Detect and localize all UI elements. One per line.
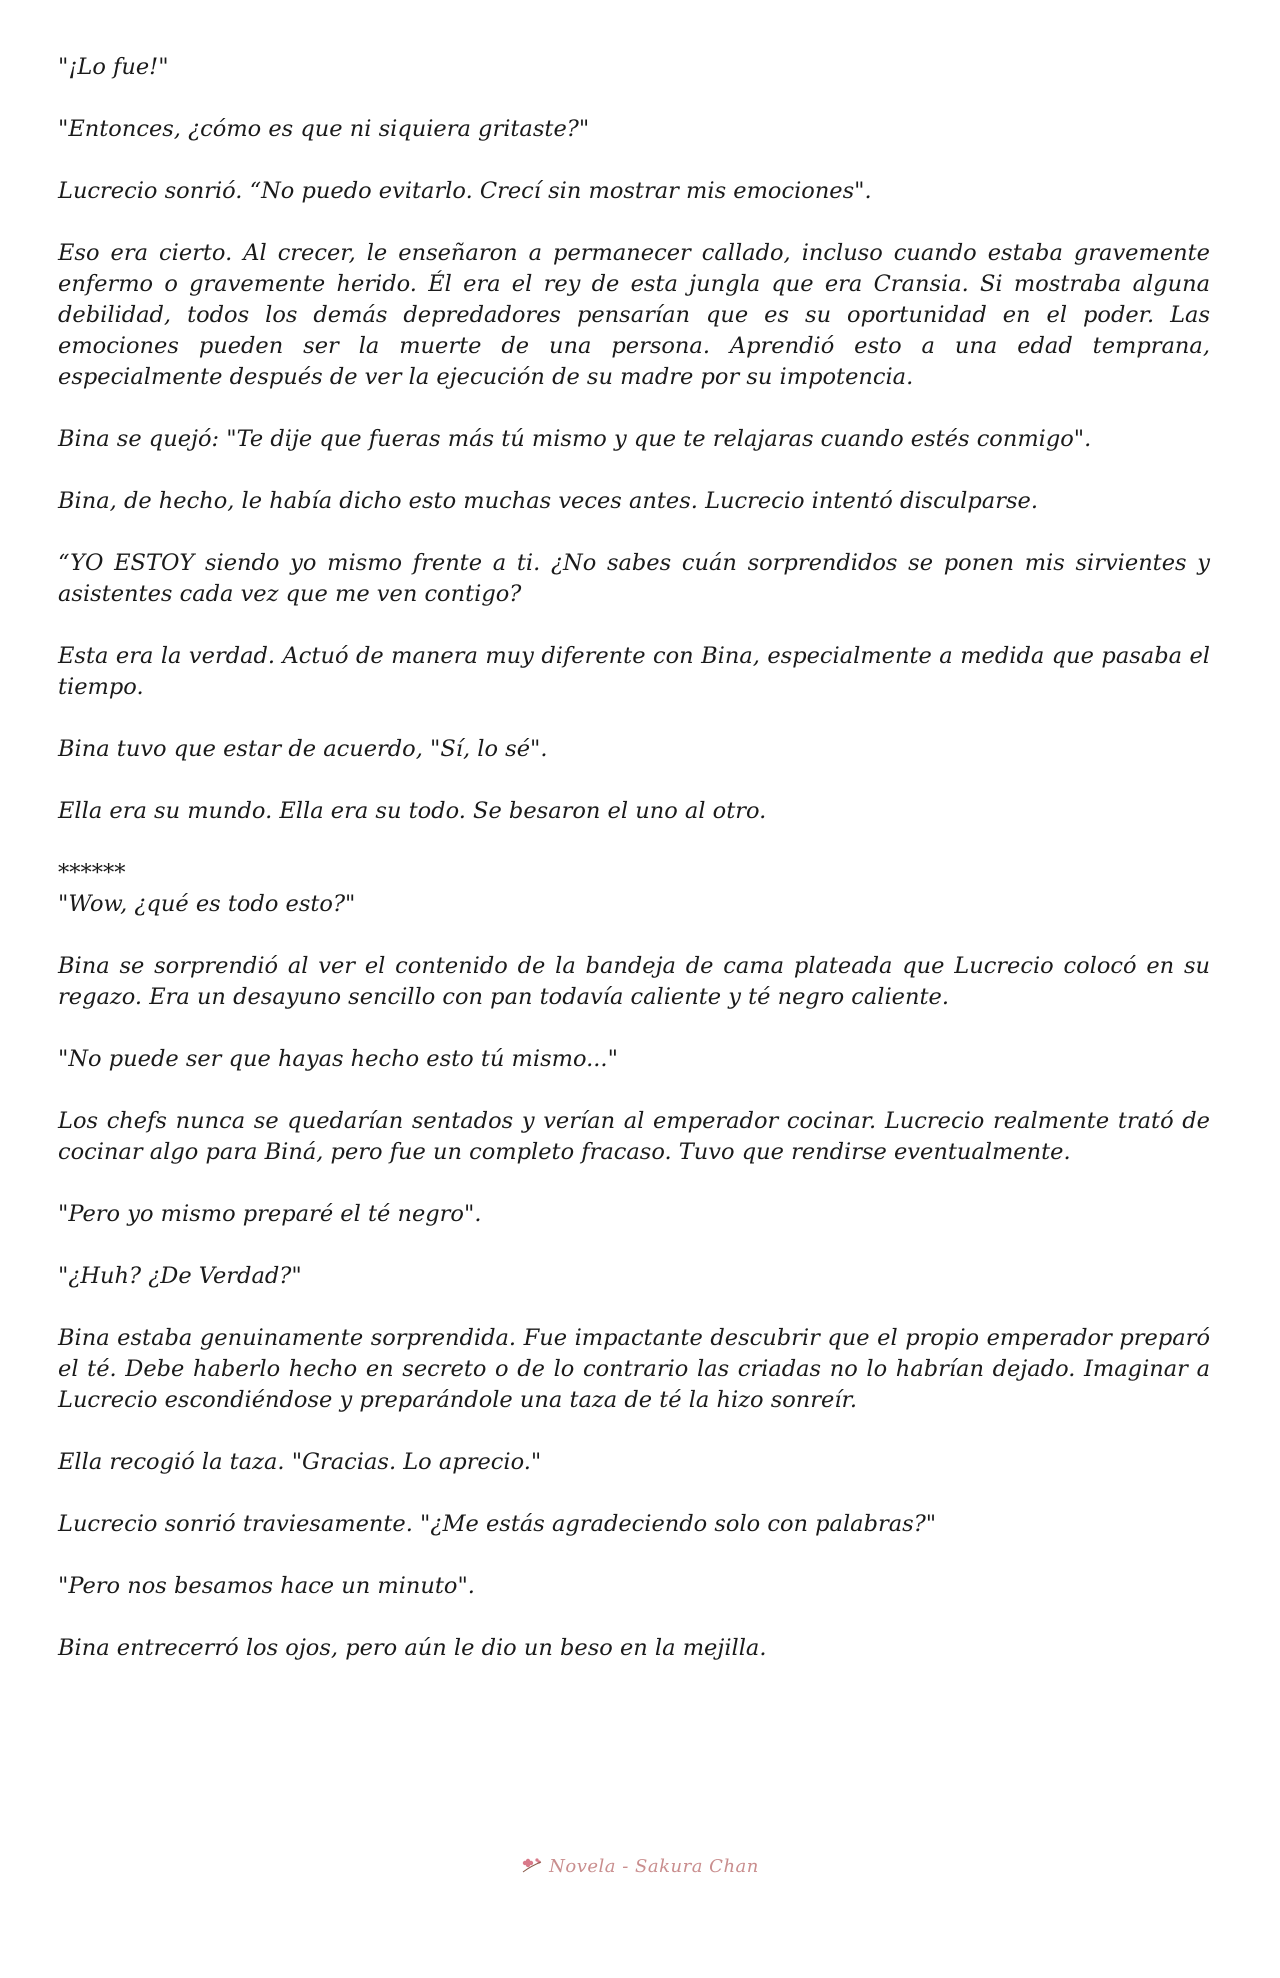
paragraph: "No puede ser que hayas hecho esto tú mismo..." <box>58 1046 618 1072</box>
paragraph: Lucrecio sonrió traviesamente. "¿Me estás agradeciendo solo con palabras?" <box>58 1511 937 1537</box>
paragraph: Lucrecio sonrió. “No puedo evitarlo. Crecí sin mostrar mis emociones". <box>58 178 872 204</box>
paragraph: Bina se sorprendió al ver el contenido de la bandeja de cama plateada que Lucrecio colocó en su regazo. Era un desayuno sencillo con pan todavía caliente y té negro caliente. <box>58 953 1210 1010</box>
footer-text: Novela - Sakura Chan <box>549 1856 759 1877</box>
paragraph: "¿Huh? ¿De Verdad?" <box>58 1263 302 1289</box>
paragraph: Esta era la verdad. Actuó de manera muy diferente con Bina, especialmente a medida que pasaba el tiempo. <box>58 643 1210 700</box>
footer-watermark <box>0 1856 1280 1877</box>
paragraph: "Wow, ¿qué es todo esto?" <box>58 891 356 917</box>
paragraph: Bina se quejó: "Te dije que fueras más tú mismo y que te relajaras cuando estés conmigo". <box>58 426 1092 452</box>
sakura-flower-icon <box>521 1856 543 1874</box>
paragraph: “YO ESTOY siendo yo mismo frente a ti. ¿No sabes cuán sorprendidos se ponen mis sirvientes y asistentes cada vez que me ven contigo? <box>58 550 1210 607</box>
paragraph: Ella recogió la taza. "Gracias. Lo aprecio." <box>58 1449 542 1475</box>
paragraph: Bina entrecerró los ojos, pero aún le dio un beso en la mejilla. <box>58 1635 767 1661</box>
paragraph: Ella era su mundo. Ella era su todo. Se besaron el uno al otro. <box>58 798 767 824</box>
paragraph: "Entonces, ¿cómo es que ni siquiera gritaste?" <box>58 116 590 142</box>
paragraph: Bina tuvo que estar de acuerdo, "Sí, lo sé". <box>58 736 548 762</box>
paragraph: Los chefs nunca se quedarían sentados y verían al emperador cocinar. Lucrecio realmente trató de cocinar algo para Biná, pero fue un completo fracaso. Tuvo que rendirse eventualmente. <box>58 1108 1210 1165</box>
document-body <box>58 52 1210 1695</box>
paragraph: Bina estaba genuinamente sorprendida. Fue impactante descubrir que el propio emperador preparó el té. Debe haberlo hecho en secreto o de lo contrario las criadas no lo habrían dejado. Imaginar a Lucrecio escondiéndose y preparándole una taza de té la hizo sonreír. <box>58 1325 1210 1413</box>
paragraph: Bina, de hecho, le había dicho esto muchas veces antes. Lucrecio intentó disculparse. <box>58 488 1038 514</box>
scene-break: ****** <box>58 860 126 886</box>
paragraph: "Pero nos besamos hace un minuto". <box>58 1573 475 1599</box>
paragraph: Eso era cierto. Al crecer, le enseñaron a permanecer callado, incluso cuando estaba gravemente enfermo o gravemente herido. Él era el rey de esta jungla que era Cransia. Si mostraba alguna debilidad, todos los demás depredadores pensarían que es su oportunidad en el poder. Las emociones pueden ser la muerte de una persona. Aprendió esto a una edad temprana, especialmente después de ver la ejecución de su madre por su impotencia. <box>58 240 1210 390</box>
paragraph: "¡Lo fue!" <box>58 54 169 80</box>
paragraph: "Pero yo mismo preparé el té negro". <box>58 1201 482 1227</box>
